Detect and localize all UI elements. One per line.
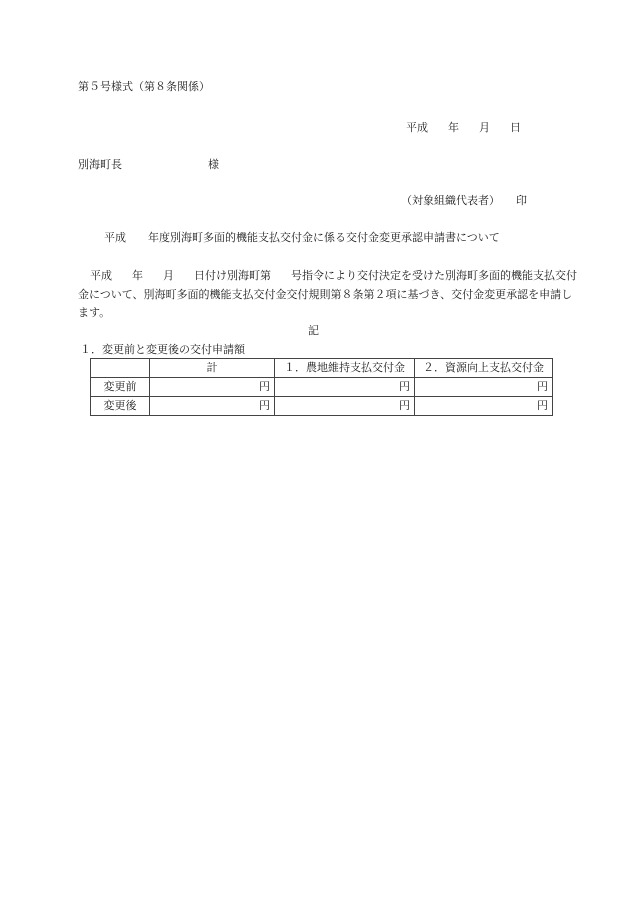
amount-cell: 円 xyxy=(415,378,553,397)
table-row xyxy=(91,397,553,416)
applicant-label: （対象組織代表者） xyxy=(401,194,500,207)
notation-ki: 記 xyxy=(308,324,319,337)
table-header-blank xyxy=(91,359,150,378)
date-year: 年 xyxy=(448,121,459,134)
date-line xyxy=(406,121,521,134)
date-era: 平成 xyxy=(406,121,428,134)
body-era: 平成 xyxy=(90,269,112,282)
amount-table xyxy=(90,358,553,416)
seal-mark: 印 xyxy=(516,194,527,207)
subject-text: 年度別海町多面的機能支払交付金に係る交付金変更承認申請書について xyxy=(148,231,500,244)
subject-era: 平成 xyxy=(104,231,126,244)
row-label-after: 変更後 xyxy=(91,397,150,416)
amount-cell: 円 xyxy=(150,378,275,397)
table-header-row xyxy=(91,359,553,378)
body-paragraph xyxy=(78,267,578,323)
amount-cell: 円 xyxy=(275,378,415,397)
body-text-a: 日付け別海町第 xyxy=(194,269,271,282)
amount-cell: 円 xyxy=(275,397,415,416)
document-subject xyxy=(104,231,500,244)
table-header-farmland: １．農地維持支払交付金 xyxy=(275,359,415,378)
addressee-honorific: 様 xyxy=(208,158,219,171)
body-year: 年 xyxy=(132,269,143,282)
amount-cell: 円 xyxy=(150,397,275,416)
addressee-name: 別海町長 xyxy=(78,158,122,171)
form-number: 第５号様式（第８条関係） xyxy=(78,80,210,93)
date-month: 月 xyxy=(479,121,490,134)
table-header-total: 計 xyxy=(150,359,275,378)
applicant-line xyxy=(401,194,527,207)
table-row xyxy=(91,378,553,397)
addressee xyxy=(78,158,219,171)
body-month: 月 xyxy=(163,269,174,282)
amount-cell: 円 xyxy=(415,397,553,416)
body-text-b: 号指令により交付決定を受けた別海町多面的機能支払交付金について、別海町多面的機能支払交付金交付規則第８条第２項に基づき、交付金変更承認を申請します。 xyxy=(78,269,577,319)
table-header-resource: ２．資源向上支払交付金 xyxy=(415,359,553,378)
date-day: 日 xyxy=(510,121,521,134)
row-label-before: 変更前 xyxy=(91,378,150,397)
section-title: １．変更前と変更後の交付申請額 xyxy=(80,343,245,356)
